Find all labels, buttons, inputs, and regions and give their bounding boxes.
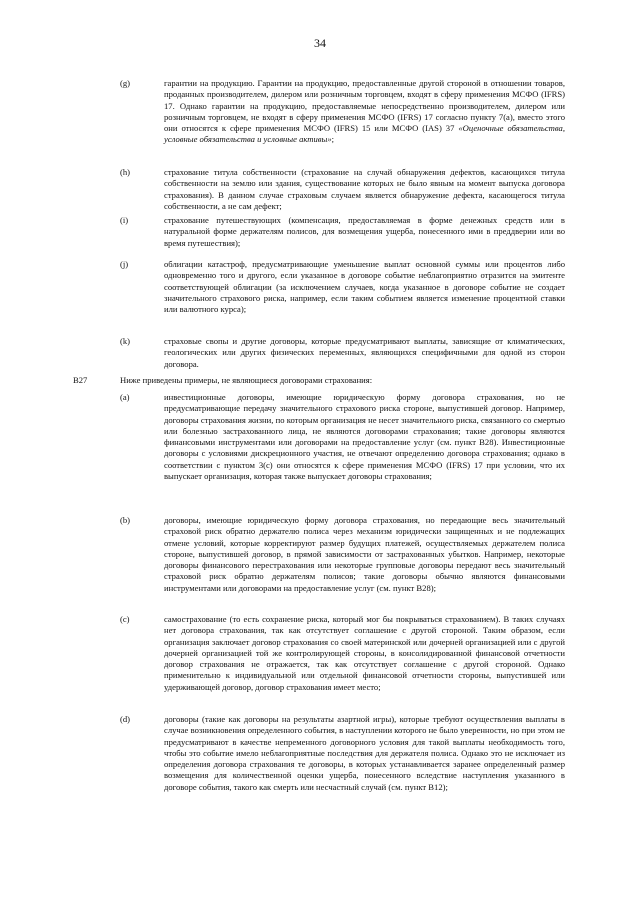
list-item-k bbox=[120, 336, 565, 371]
page-number: 34 bbox=[314, 36, 326, 50]
item-text: договоры, имеющие юридическую форму договора страхования, но передающие весь значительный страховой риск обратно держателю полиса через механизм юридически защищенных и не подлежащих отмене условий, которые корректируют размер будущих платежей, осуществляемых держателем полиса стороне, выпустившей договор, в прямой зависимости от застрахованных убытков. Например, некоторые договоры финансового перестрахования или некоторые групповые договоры передают весь значительный страховой риск обратно держателям полисов; такие договоры обычно являются финансовыми инструментами или договорами на предоставление услуг (см. пункт B28); bbox=[164, 515, 565, 593]
item-text: облигации катастроф, предусматривающие уменьшение выплат основной суммы или процентов либо одновременно того и другого, если указанное в договоре событие неблагоприятно отразится на эмитенте соответствующей облигации (за исключением случаев, когда указанное в договоре событие не создает значительного страхового риска, например, если таким событием является изменение процентной ставки или валютного курса); bbox=[164, 259, 565, 314]
item-label: (h) bbox=[120, 167, 131, 177]
item-text: самострахование (то есть сохранение риска, который мог бы покрываться страхованием). В таких случаях нет договора страхования, так как отсутствует соглашение с другой стороной. Таким образом, если организация заключает договор страхования со своей материнской или дочерней организацией или с другой дочерней организацией той же контролирующей стороны, в консолидированной финансовой отчетности договор страхования не отражается, так как отсутствует соглашение с другой стороной. Однако применительно к индивидуальной или отдельной финансовой отчетности стороны, выпустившей или удерживающей договор, договор страхования имеет место; bbox=[164, 614, 565, 692]
list-item-c bbox=[120, 614, 565, 714]
item-text: гарантии на продукцию. Гарантии на продукцию, предоставленные другой стороной в отношении товаров, проданных производителем, дилером или розничным торговцем, входят в сферу применения МСФО (IFRS) 17. Однако гарантии на продукцию, предоставляемые непосредственно производителем, дилером или розничным торговцем, не входят в сферу применения МСФО (IFRS) 17 согласно пункту 7(a), вместо этого они относятся к сфере применения МСФО (IFRS) 15 или МСФО (IAS) 37 «Оценочные обязательства, условные обязательства и условные активы»; bbox=[164, 78, 565, 145]
list-item-i bbox=[120, 215, 565, 250]
item-text-italic: «Оценочные обязательства, условные обязательства и условные активы» bbox=[164, 123, 565, 145]
item-text: договоры (такие как договоры на результаты азартной игры), которые требуют осуществления выплаты в случае возникновения определенного события, в наступлении которого не было уверенности, но при этом не предусматривают в качестве непременного договорного условия для такой выплаты необходимость того, чтобы это событие имело неблагоприятные последствия для держателя полиса. Однако это не исключает из определения договора страхования те договоры, в которых устанавливается заранее определенный размер возмещения для количественной оценки ущерба, понесенного вследствие наступления указанного в договоре события, такого как смерть или несчастный случай (см. пункт B12); bbox=[164, 714, 565, 792]
item-text: страхование титула собственности (страхование на случай обнаружения дефектов, касающихся титула собственности на землю или здания, существование которых не было явным на момент выпуска договора страхования). В данном случае страховым случаем является обнаружение дефекта, касающегося титула собственности, а не сам дефект; bbox=[164, 167, 565, 211]
item-label: (i) bbox=[120, 215, 129, 225]
item-text: страхование путешествующих (компенсация, предоставляемая в форме денежных средств или в натуральной форме держателям полисов, для возмещения ущерба, понесенного ими в преддверии или во время путешествия); bbox=[164, 215, 565, 248]
list-item-j bbox=[120, 259, 565, 329]
item-label: (d) bbox=[120, 714, 131, 724]
paragraph-number: B27 bbox=[73, 375, 88, 385]
item-label: (b) bbox=[120, 515, 131, 525]
item-label: (a) bbox=[120, 392, 130, 402]
item-label: (j) bbox=[120, 259, 129, 269]
paragraph-intro: Ниже приведены примеры, не являющиеся договорами страхования: bbox=[120, 375, 373, 385]
list-item-g bbox=[120, 78, 565, 168]
item-text: страховые свопы и другие договоры, которые предусматривают выплаты, зависящие от климатических, геологических или других физических переменных, являющихся специфичными для одной из сторон договора. bbox=[164, 336, 565, 369]
item-label: (c) bbox=[120, 614, 130, 624]
list-item-h bbox=[120, 167, 565, 212]
list-item-b bbox=[120, 515, 565, 615]
list-item-d bbox=[120, 714, 565, 839]
item-text: инвестиционные договоры, имеющие юридическую форму договора страхования, но не предусматривающие передачу значительного страхового риска стороне, выпустившей договор. Например, договоры страхования жизни, по которым организация не несет значительного риска, связанного со смертью или болезнью застрахованного лица, не являются договорами страхования; такие договоры являются финансовыми инструментами или договорами на предоставление услуг (см. пункт B28). Инвестиционные договоры с условиями дискреционного участия, не отвечают определению договора страхования; однако в соответствии с пунктом 3(c) они относятся к сфере применения МСФО (IFRS) 17 при условии, что их выпускает организация, которая также выпускает договоры страхования; bbox=[164, 392, 565, 481]
item-label: (k) bbox=[120, 336, 131, 346]
item-label: (g) bbox=[120, 78, 131, 88]
list-item-a bbox=[120, 392, 565, 512]
